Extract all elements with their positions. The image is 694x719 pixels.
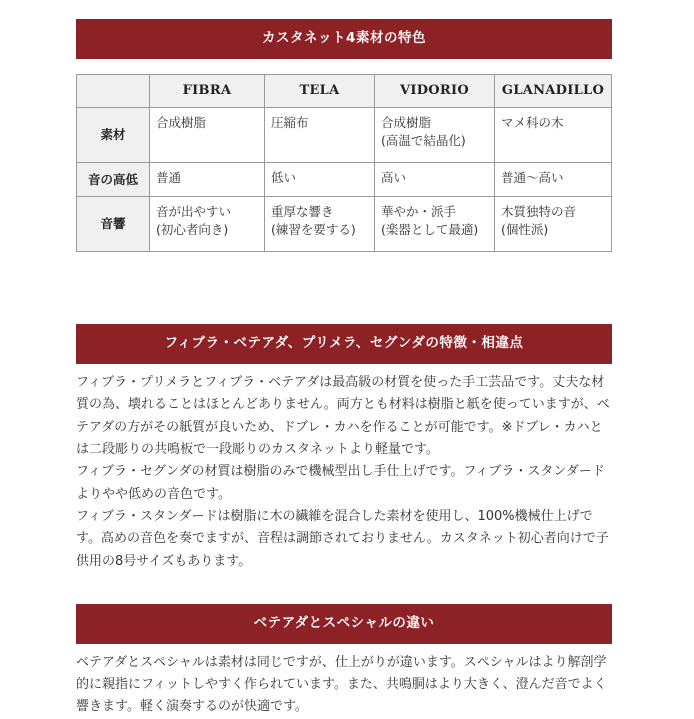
row-label-sound: 音響: [77, 197, 150, 252]
fibra-body-text: [76, 364, 612, 573]
cell-line: 華やか・派手: [381, 204, 457, 220]
paragraph: フィブラ・プリメラとフィブラ・ベテアダは最高級の材質を使った手工芸品です。丈夫な材質の為、壊れることはほとんどありません。両方とも材料は樹脂と紙を使っていますが、ベテアダの方がその紙質が良いため、ドブレ・カハを作ることが可能です。※ドブレ・カハとは二段彫りの共鳴板で一段彫りのカスタネットより軽量です。: [76, 374, 610, 457]
cell-sound-glanadillo: [495, 197, 612, 252]
cell-pitch-tela: [265, 163, 375, 197]
cell-line: (高温で結晶化): [381, 133, 466, 149]
table-body: [77, 108, 612, 252]
cell-line: 高い: [381, 170, 407, 186]
veteada-body-text: [76, 644, 612, 719]
cell-material-vidorio: [375, 108, 495, 163]
cell-line: (練習を要する): [271, 222, 356, 238]
cell-pitch-vidorio: [375, 163, 495, 197]
cell-line: (個性派): [501, 222, 549, 238]
table-head: [77, 74, 612, 108]
section-heading-veteada: ベテアダとスペシャルの違い: [76, 604, 612, 644]
materials-comparison-table: [76, 74, 612, 253]
table-header-row: [77, 74, 612, 108]
materials-table-wrap: [76, 74, 618, 253]
column-header-glanadillo: GLANADILLO: [495, 74, 612, 108]
cell-line: 普通〜高い: [501, 170, 564, 186]
spacer: [76, 573, 618, 604]
cell-line: 合成樹脂: [381, 115, 432, 131]
cell-line: 重厚な響き: [271, 204, 334, 220]
table-row: [77, 108, 612, 163]
row-label-pitch: 音の高低: [77, 163, 150, 197]
cell-line: (初心者向き): [156, 222, 229, 238]
row-label-material: 素材: [77, 108, 150, 163]
paragraph: フィブラ・スタンダードは樹脂に木の繊維を混合した素材を使用し、100%機械仕上げです。高めの音色を奏でますが、音程は調節されておりません。カスタネット初心者向けで子供用の8号サイズもあります。: [76, 509, 609, 569]
table-row: [77, 197, 612, 252]
spacer: [76, 252, 618, 324]
table-corner-cell: [77, 74, 150, 108]
paragraph: ベテアダとスペシャルは素材は同じですが、仕上がりが違います。スペシャルはより解剖学的に親指にフィットしやすく作られています。また、共鳴胴はより大きく、澄んだ音でよく響きます。軽く演奏するのが快適です。: [76, 654, 607, 715]
cell-material-glanadillo: [495, 108, 612, 163]
column-header-fibra: FIBRA: [150, 74, 265, 108]
cell-line: 合成樹脂: [156, 115, 207, 131]
section-heading-materials: カスタネット4素材の特色: [76, 19, 612, 59]
cell-material-tela: [265, 108, 375, 163]
cell-pitch-fibra: [150, 163, 265, 197]
cell-line: 普通: [156, 170, 182, 186]
cell-line: マメ科の木: [501, 115, 564, 131]
document-page: [0, 19, 694, 719]
column-header-vidorio: VIDORIO: [375, 74, 495, 108]
column-header-tela: TELA: [265, 74, 375, 108]
cell-sound-fibra: [150, 197, 265, 252]
cell-line: 音が出やすい: [156, 204, 232, 220]
cell-line: 木質独特の音: [501, 204, 577, 220]
cell-line: 圧縮布: [271, 115, 309, 131]
cell-pitch-glanadillo: [495, 163, 612, 197]
cell-line: (楽器として最適): [381, 222, 479, 238]
paragraph: フィブラ・セグンダの材質は樹脂のみで機械型出し手仕上げです。フィブラ・スタンダードよりやや低めの音色です。: [76, 464, 605, 502]
cell-material-fibra: [150, 108, 265, 163]
table-row: [77, 163, 612, 197]
cell-line: 低い: [271, 170, 297, 186]
cell-sound-tela: [265, 197, 375, 252]
cell-sound-vidorio: [375, 197, 495, 252]
section-heading-fibra: フィブラ・ベテアダ、プリメラ、セグンダの特徴・相違点: [76, 324, 612, 364]
